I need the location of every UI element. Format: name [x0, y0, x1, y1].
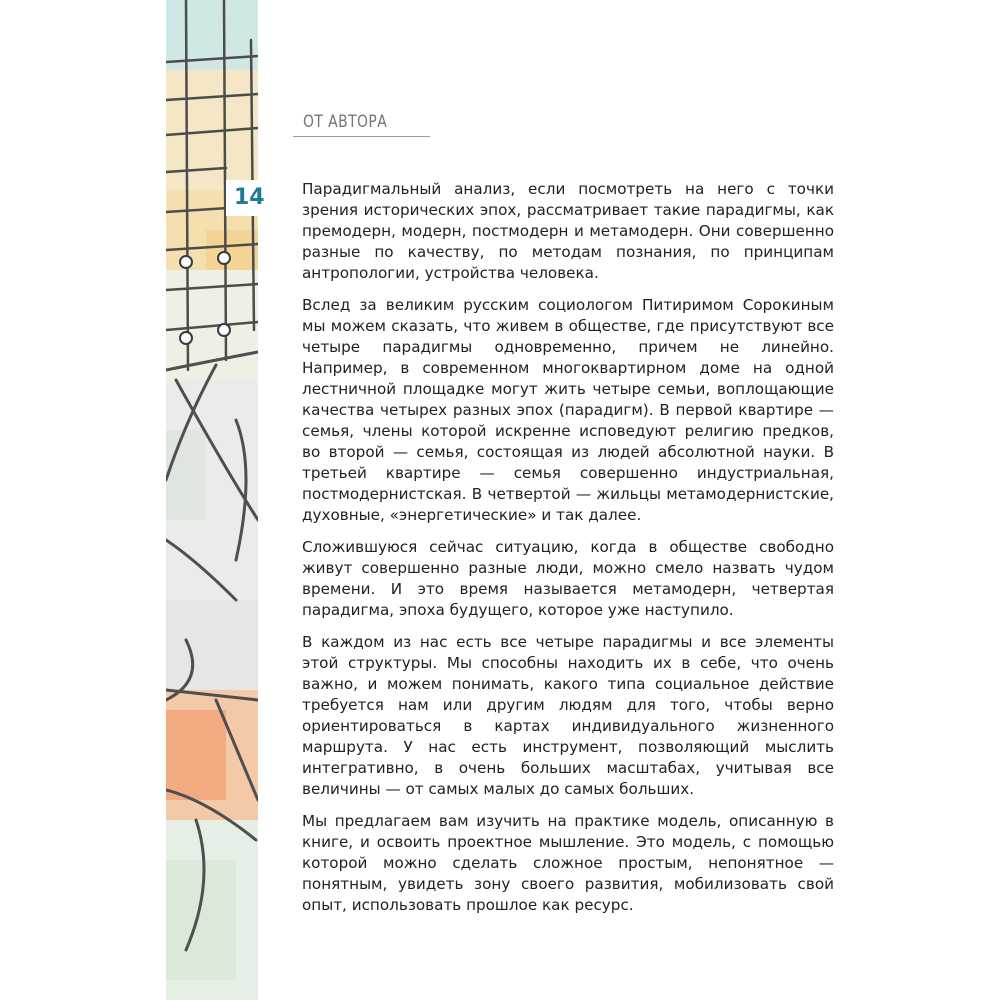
paragraph: Вслед за великим русским социологом Питиримом Сорокиным мы можем сказать, что живем в обществе, где присутствуют все четыре парадигмы одновременно, причем не линейно. Например, в современном многоквартирном доме на одной лестничной площадке могут жить четыре семьи, воплощающие качества четырех разных эпох (парадигм). В первой квартире — семья, члены которой искренне исповедуют религию предков, во второй — семья, состоящая из людей абсолютной науки. В третьей квартире — семья совершенно индустриальная, постмодернистская. В четвертой — жильцы метамодернистские, духовные, «энергетические» и так далее. [302, 296, 834, 524]
page-margin [0, 0, 166, 1000]
paragraph: Парадигмальный анализ, если посмотреть на него с точки зрения исторических эпох, рассматривает такие парадигмы, как премодерн, модерн, постмодерн и метамодерн. Они совершенно разные по качеству, по методам познания, по принципам антропологии, устройства человека. [302, 180, 834, 282]
section-title-underline [293, 136, 430, 137]
section-title: ОТ АВТОРА [303, 112, 388, 132]
paragraph: Сложившуюся сейчас ситуацию, когда в обществе свободно живут совершенно разные люди, можно смело назвать чудом времени. И это время называется метамодерн, четвертая парадигма, эпоха будущего, которое уже наступило. [302, 538, 834, 619]
decorative-art-strip [166, 0, 258, 1000]
paragraph: Мы предлагаем вам изучить на практике модель, описанную в книге, и освоить проектное мышление. Это модель, с помощью которой можно сделать сложное простым, непонятное — понятным, увидеть зону своего развития, мобилизовать свой опыт, использовать прошлое как ресурс. [302, 812, 834, 914]
watercolor-illustration [166, 0, 258, 1000]
paragraph: В каждом из нас есть все четыре парадигмы и все элементы этой структуры. Мы способны находить их в себе, что очень важно, и можем понимать, какого типа социальное действие требуется нам или другим людям для того, чтобы верно ориентироваться в картах индивидуального жизненного маршрута. У нас есть инструмент, позволяющий мыслить интегративно, в очень больших масштабах, учитывая все величины — от самых малых до самых больших. [302, 633, 834, 798]
page-number: 14 [226, 180, 268, 216]
body-text [302, 179, 834, 927]
